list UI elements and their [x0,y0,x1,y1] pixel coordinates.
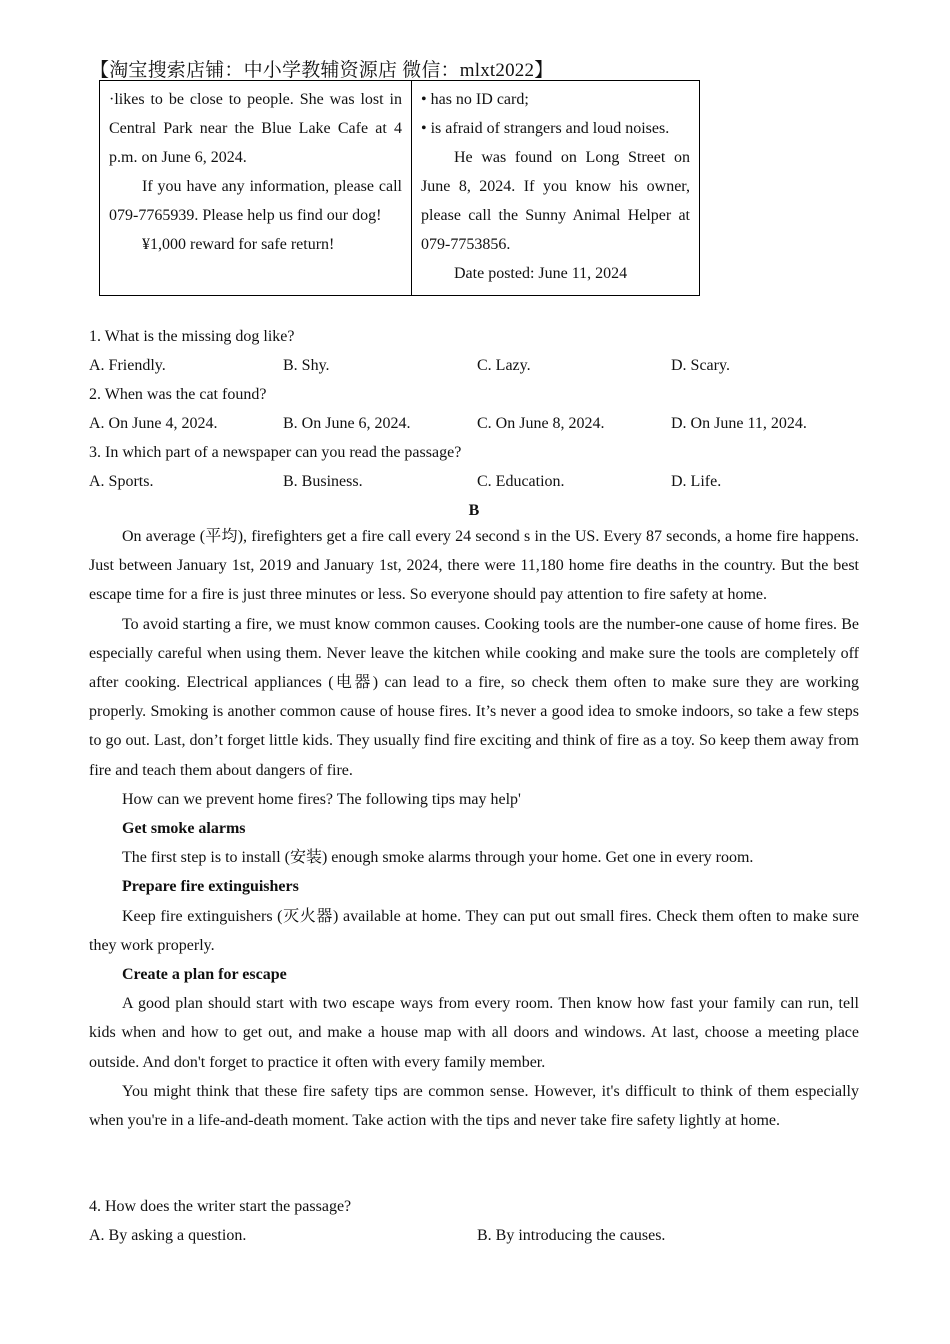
question-1-options [89,351,869,380]
question-4-options [89,1221,869,1250]
found-cat-notice [412,81,699,295]
option[interactable]: B. On June 6, 2024. [283,415,411,432]
tip-heading: Create a plan for escape [122,966,287,984]
question-3-options [89,467,869,496]
found-cat-contact: He was found on Long Street on June 8, 2024. If you know his owner, please call the Sunny Animal Helper at 079-7753856. [421,149,690,253]
tip-heading: Get smoke alarms [122,820,246,838]
lost-dog-reward: ¥1,000 reward for safe return! [142,236,335,253]
lost-dog-description: ·likes to be close to people. She was lost in Central Park near the Blue Lake Cafe at 4 p.m. on June 6, 2024. [109,91,402,166]
option[interactable]: D. On June 11, 2024. [671,415,807,432]
found-cat-trait: • is afraid of strangers and loud noises. [421,120,670,137]
option[interactable]: A. Friendly. [89,357,166,374]
paragraph: A good plan should start with two escape ways from every room. Then know how fast your family can run, tell kids when and how to get out, and make a house map with all doors and windows. At last, choose a meeting place outside. And don't forget to practice it often with every family member. [89,995,859,1071]
found-cat-trait: • has no ID card; [421,91,529,108]
option[interactable]: C. Lazy. [477,357,531,374]
option[interactable]: B. Business. [283,473,363,490]
question-2: 2. When was the cat found? [89,386,267,403]
option[interactable]: C. Education. [477,473,565,490]
option[interactable]: D. Scary. [671,357,730,374]
option[interactable]: C. On June 8, 2024. [477,415,605,432]
question-2-options [89,409,869,438]
question-4-block [89,1192,869,1250]
found-cat-date: Date posted: June 11, 2024 [454,265,628,282]
lost-dog-notice [100,81,412,295]
question-1: 1. What is the missing dog like? [89,328,295,345]
option[interactable]: A. By asking a question. [89,1227,247,1244]
paragraph: On average (平均), firefighters get a fire call every 24 second s in the US. Every 87 seconds, a home fire happens. Just between January 1st, 2019 and January 1st, 2024, there were 11,180 home fire deaths in the country. But the best escape time for a fire is just three minutes or less. So everyone should pay attention to fire safety at home. [89,528,859,604]
paragraph: How can we prevent home fires? The following tips may help' [122,790,521,808]
section-b-article [89,522,859,1135]
question-4: 4. How does the writer start the passage? [89,1198,352,1215]
option[interactable]: A. On June 4, 2024. [89,415,218,432]
page-header: 【淘宝搜索店铺：中小学教辅资源店 微信：mlxt2022】 [90,60,554,81]
questions-a [89,322,869,525]
tip-heading: Prepare fire extinguishers [122,878,299,896]
option[interactable]: D. Life. [671,473,722,490]
notice-table [99,80,700,296]
paragraph: The first step is to install (安装) enough smoke alarms through your home. Get one in every room. [122,849,754,867]
option[interactable]: B. By introducing the causes. [477,1227,666,1244]
paragraph: You might think that these fire safety tips are common sense. However, it's difficult to think of them especially when you're in a life-and-death moment. Take action with the tips and never take fire safety lightly at home. [89,1082,859,1130]
option[interactable]: B. Shy. [283,357,330,374]
paragraph: Keep fire extinguishers (灭火器) available at home. They can put out small fires. Check them often to make sure they work properly. [89,907,859,954]
lost-dog-contact: If you have any information, please call 079-7765939. Please help us find our dog! [109,178,402,224]
paragraph: To avoid starting a fire, we must know common causes. Cooking tools are the number-one cause of home fires. Be especially careful when using them. Never leave the kitchen while cooking and make sure the tools are completely off after cooking. Electrical appliances (电器) can lead to a fire, so check them often to make sure they are working properly. Smoking is another common cause of house fires. It’s never a good idea to smoke indoors, so take a few steps to go out. Last, don’t forget little kids. They usually find fire exciting and think of fire as a toy. So keep them away from fire and teach them about dangers of fire. [89,615,859,779]
option[interactable]: A. Sports. [89,473,154,490]
question-3: 3. In which part of a newspaper can you read the passage? [89,444,462,461]
section-b-title: B [468,502,480,519]
